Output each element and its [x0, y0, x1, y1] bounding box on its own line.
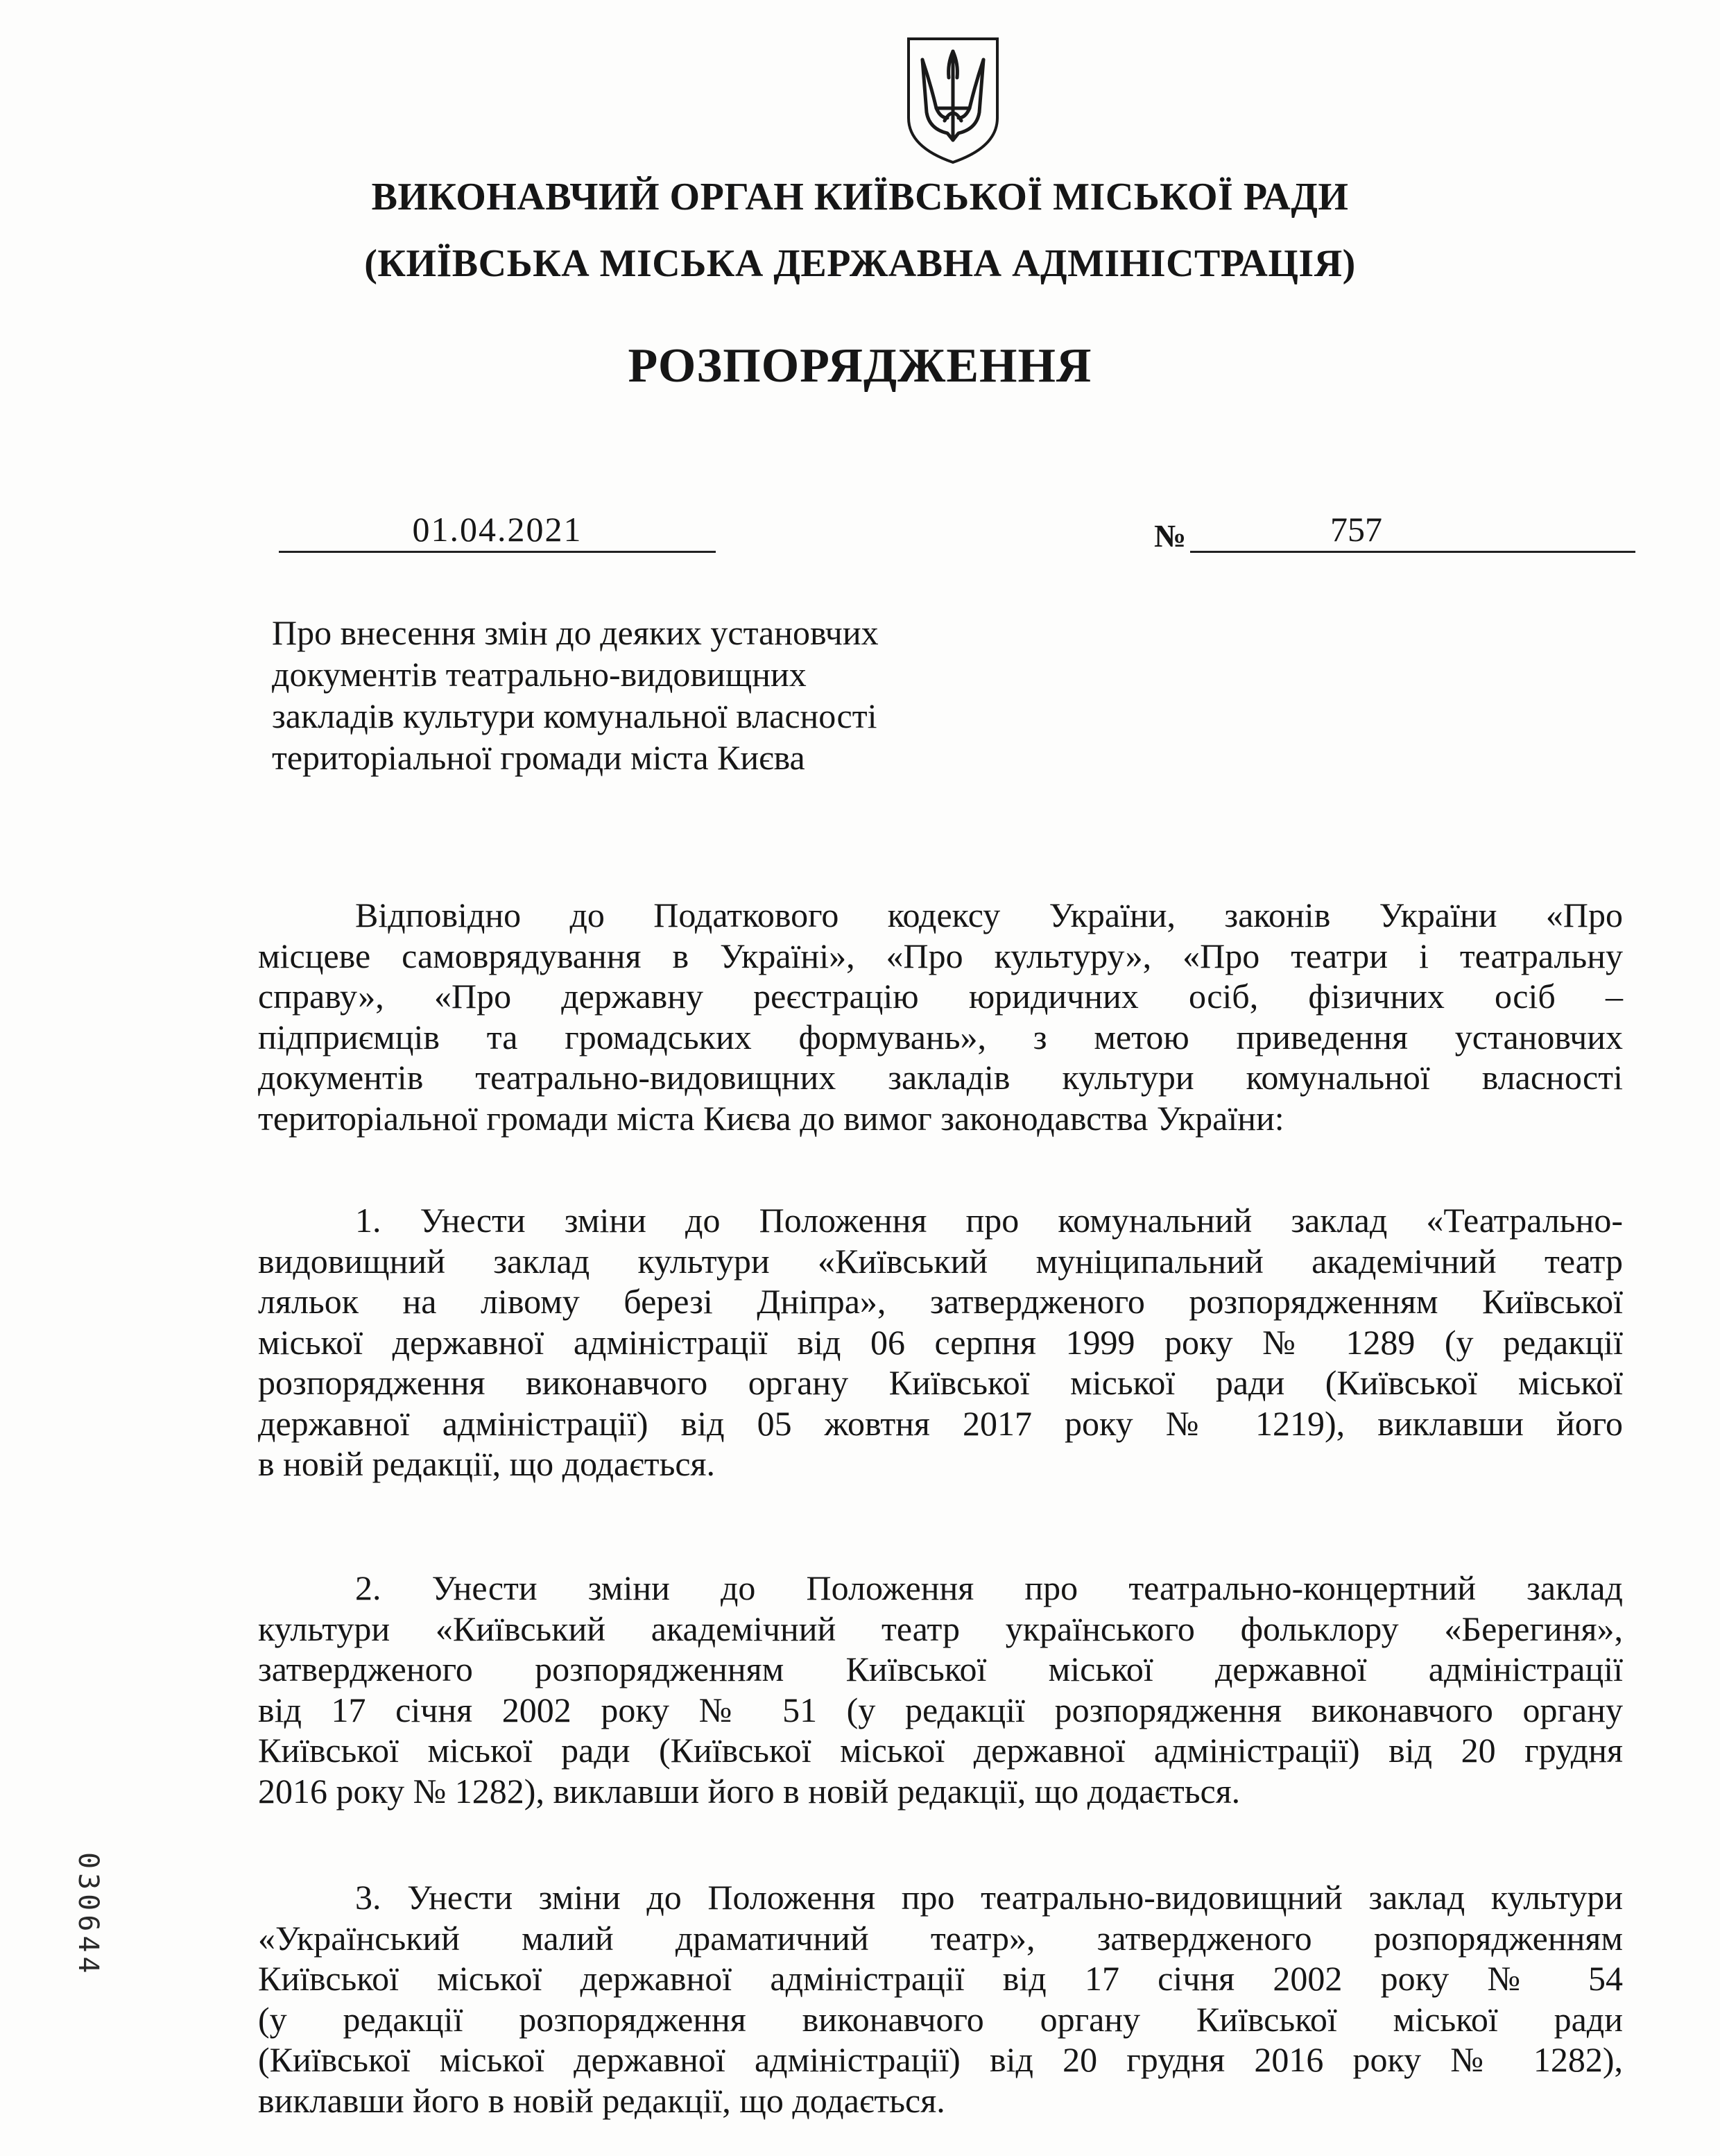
- document-number: 757: [1330, 510, 1382, 549]
- organization-name: ВИКОНАВЧИЙ ОРГАН КИЇВСЬКОЇ МІСЬКОЇ РАДИ: [371, 176, 1349, 219]
- document-subject: [272, 612, 1035, 778]
- paragraph-line: виклавши його в новій редакції, що додається.: [258, 2080, 945, 2120]
- item-3-paragraph: [258, 1877, 1623, 2121]
- item-1-paragraph: [258, 1200, 1623, 1485]
- paragraph-line: Київської міської державної адміністрації від 17 січня 2002 року № 54: [258, 1959, 1623, 1998]
- paragraph-line: місцеве самоврядування в Україні», «Про культуру», «Про театри і театральну: [258, 936, 1623, 975]
- number-sign: №: [1154, 518, 1187, 554]
- paragraph-line: (Київської міської державної адміністрації) від 20 грудня 2016 року № 1282),: [258, 2040, 1623, 2079]
- paragraph-line: Відповідно до Податкового кодексу України, законів України «Про: [355, 896, 1623, 934]
- paragraph-line: 1. Унести зміни до Положення про комунальний заклад «Театрально-: [355, 1201, 1623, 1240]
- document-date: 01.04.2021: [279, 509, 716, 553]
- item-2-paragraph: [258, 1568, 1623, 1811]
- subject-line: закладів культури комунальної власності: [272, 696, 877, 735]
- paragraph-line: розпорядження виконавчого органу Київської міської ради (Київської міської: [258, 1363, 1623, 1402]
- trident-coat-of-arms-icon: [906, 36, 1000, 165]
- paragraph-line: міської державної адміністрації від 06 серпня 1999 року № 1289 (у редакції: [258, 1322, 1623, 1362]
- paragraph-line: Київської міської ради (Київської міської державної адміністрації) від 20 грудня: [258, 1731, 1623, 1770]
- subject-line: документів театрально-видовищних: [272, 655, 807, 694]
- paragraph-line: в новій редакції, що додається.: [258, 1444, 716, 1483]
- paragraph-line: державної адміністрації) від 05 жовтня 2017 року № 1219), виклавши його: [258, 1403, 1623, 1443]
- subject-line: Про внесення змін до деяких установчих: [272, 613, 879, 652]
- side-serial-number: 030644: [72, 1852, 104, 1978]
- organization-alt-name: (КИЇВСЬКА МІСЬКА ДЕРЖАВНА АДМІНІСТРАЦІЯ): [364, 242, 1356, 285]
- paragraph-line: від 17 січня 2002 року № 51 (у редакції розпорядження виконавчого органу: [258, 1690, 1623, 1729]
- document-number-field: [1190, 509, 1635, 553]
- document-type-title: РОЗПОРЯДЖЕННЯ: [628, 339, 1092, 393]
- paragraph-line: (у редакції розпорядження виконавчого органу Київської міської ради: [258, 1999, 1623, 2039]
- paragraph-line: видовищний заклад культури «Київський муніципальний академічний театр: [258, 1241, 1623, 1281]
- paragraph-line: 2. Унести зміни до Положення про театрально-концертний заклад: [355, 1568, 1623, 1607]
- paragraph-line: підприємців та громадських формувань», з метою приведення установчих: [258, 1017, 1623, 1056]
- paragraph-line: культури «Київський академічний театр українського фольклору «Берегиня»,: [258, 1609, 1623, 1648]
- paragraph-line: затвердженого розпорядженням Київської міської державної адміністрації: [258, 1650, 1623, 1688]
- paragraph-line: територіальної громади міста Києва до вимог законодавства України:: [258, 1098, 1284, 1138]
- paragraph-line: 2016 року № 1282), виклавши його в новій редакції, що додається.: [258, 1771, 1241, 1811]
- subject-line: територіальної громади міста Києва: [272, 738, 805, 777]
- paragraph-line: «Український малий драматичний театр», затвердженого розпорядженням: [258, 1918, 1623, 1958]
- paragraph-line: 3. Унести зміни до Положення про театрально-видовищний заклад культури: [355, 1878, 1623, 1917]
- paragraph-line: ляльок на лівому березі Дніпра», затвердженого розпорядженням Київської: [258, 1282, 1623, 1321]
- paragraph-line: документів театрально-видовищних закладів культури комунальної власності: [258, 1058, 1623, 1097]
- preamble-paragraph: [258, 895, 1623, 1138]
- paragraph-line: справу», «Про державну реєстрацію юридичних осіб, фізичних осіб –: [258, 977, 1623, 1016]
